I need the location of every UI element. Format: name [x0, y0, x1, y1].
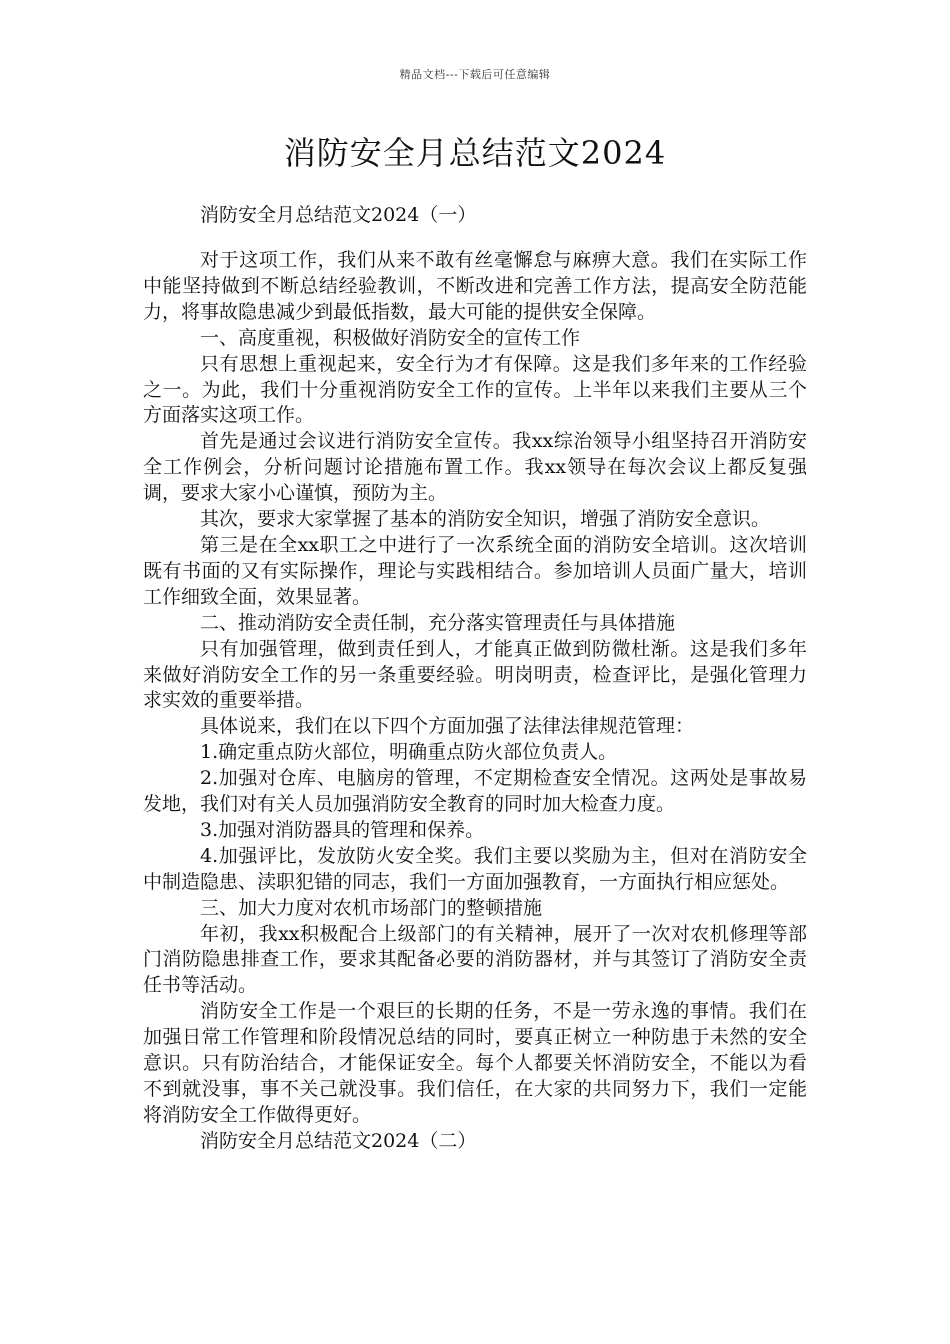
section-heading-2: 消防安全月总结范文2024（二）	[200, 1129, 477, 1152]
paragraph: 第三是在全xx职工之中进行了一次系统全面的消防安全培训。这次培训既有书面的又有实际操作，理论与实践相结合。参加培训人员面广量大，培训工作细致全面，效果显著。	[143, 533, 807, 608]
document-body	[143, 248, 807, 1155]
header-note: 精品文档---下载后可任意编辑	[399, 68, 551, 81]
section-heading-1: 消防安全月总结范文2024（一）	[200, 204, 477, 226]
list-item: 4.加强评比，发放防火安全奖。我们主要以奖励为主，但对在消防安全中制造隐患、渎职犯错的同志，我们一方面加强教育，一方面执行相应惩处。	[143, 844, 807, 893]
subheading-publicity: 一、高度重视，积极做好消防安全的宣传工作	[200, 326, 581, 349]
paragraph: 只有加强管理，做到责任到人，才能真正做到防微杜渐。这是我们多年来做好消防安全工作的另一条重要经验。明岗明责，检查评比，是强化管理力求实效的重要举措。	[143, 637, 807, 712]
paragraph-intro: 对于这项工作，我们从来不敢有丝毫懈怠与麻痹大意。我们在实际工作中能坚持做到不断总结经验教训，不断改进和完善工作方法，提高安全防范能力，将事故隐患减少到最低指数，最大可能的提供安全保障。	[143, 249, 807, 323]
list-item: 2.加强对仓库、电脑房的管理，不定期检查安全情况。这两处是事故易发地，我们对有关人员加强消防安全教育的同时加大检查力度。	[143, 767, 807, 816]
subheading-rectification: 三、加大力度对农机市场部门的整顿措施	[200, 896, 543, 919]
paragraph: 具体说来，我们在以下四个方面加强了法律法律规范管理：	[200, 715, 695, 738]
paragraph: 只有思想上重视起来，安全行为才有保障。这是我们多年来的工作经验之一。为此，我们十分重视消防安全工作的宣传。上半年以来我们主要从三个方面落实这项工作。	[143, 352, 807, 427]
paragraph: 首先是通过会议进行消防安全宣传。我xx综治领导小组坚持召开消防安全工作例会，分析问题讨论措施布置工作。我xx领导在每次会议上都反复强调，要求大家小心谨慎，预防为主。	[143, 430, 807, 505]
subheading-responsibility: 二、推动消防安全责任制，充分落实管理责任与具体措施	[200, 611, 676, 634]
paragraph: 其次，要求大家掌握了基本的消防安全知识，增强了消防安全意识。	[200, 508, 771, 531]
list-item: 3.加强对消防器具的管理和保养。	[200, 818, 485, 841]
document-title: 消防安全月总结范文2024	[283, 134, 667, 172]
list-item: 1.确定重点防火部位，明确重点防火部位负责人。	[200, 741, 618, 764]
paragraph-conclusion: 消防安全工作是一个艰巨的长期的任务，不是一劳永逸的事情。我们在加强日常工作管理和阶段情况总结的同时，要真正树立一种防患于未然的安全意识。只有防治结合，才能保证安全。每个人都要关怀消防安全，不能以为看不到就没事，事不关己就没事。我们信任，在大家的共同努力下，我们一定能将消防安全工作做得更好。	[143, 1000, 807, 1126]
paragraph: 年初，我xx积极配合上级部门的有关精神，展开了一次对农机修理等部门消防隐患排查工作，要求其配备必要的消防器材，并与其签订了消防安全责任书等活动。	[143, 922, 807, 997]
